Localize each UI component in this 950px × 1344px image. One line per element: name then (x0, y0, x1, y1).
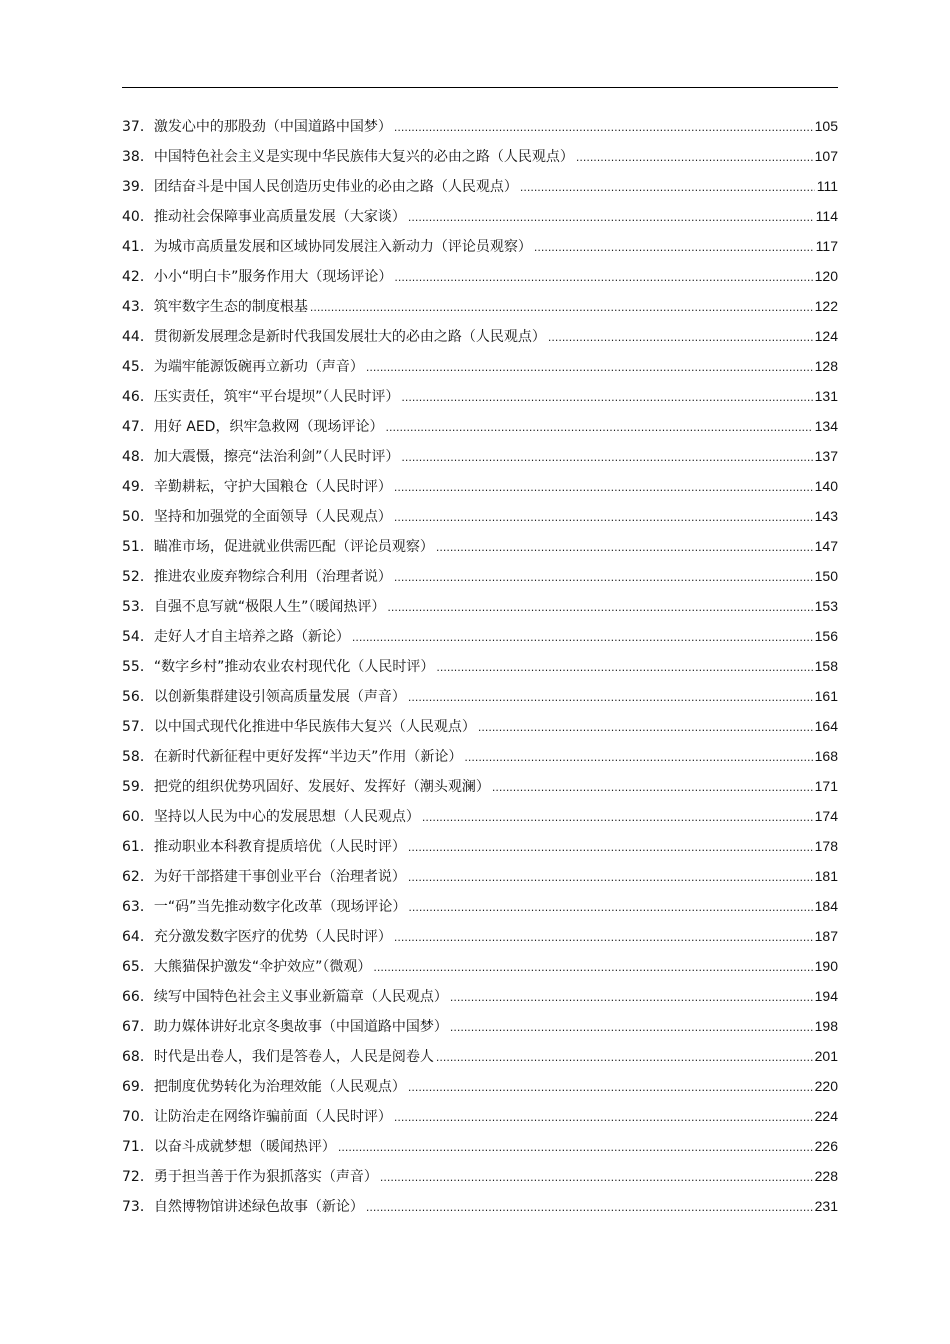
toc-dot-leader (387, 593, 812, 623)
toc-entry-page-number: 174 (814, 808, 838, 824)
toc-entry-title: 40．推动社会保障事业高质量发展（大家谈） (122, 209, 406, 225)
toc-entry[interactable] (122, 381, 838, 411)
toc-dot-leader (548, 323, 813, 353)
toc-entry-title: 66．续写中国特色社会主义事业新篇章（人民观点） (122, 989, 448, 1005)
toc-dot-leader (408, 863, 813, 893)
toc-dot-leader (394, 113, 813, 143)
toc-entry-title: 69．把制度优势转化为治理效能（人民观点） (122, 1079, 406, 1095)
toc-dot-leader (534, 233, 814, 263)
toc-entry-page-number: 143 (814, 508, 838, 524)
toc-dot-leader (394, 473, 813, 503)
toc-entry-title: 42．小小“明白卡”服务作用大（现场评论） (122, 269, 393, 285)
toc-entry-title: 59．把党的组织优势巩固好、发展好、发挥好（潮头观澜） (122, 779, 490, 795)
toc-entry[interactable] (122, 1011, 838, 1041)
toc-entry-title: 57．以中国式现代化推进中华民族伟大复兴（人民观点） (122, 719, 476, 735)
toc-entry-page-number: 224 (814, 1108, 838, 1124)
toc-entry[interactable] (122, 591, 838, 621)
toc-entry-page-number: 117 (815, 238, 838, 254)
toc-entry-title: 47．用好 AED，织牢急救网（现场评论） (122, 419, 384, 435)
toc-entry[interactable] (122, 891, 838, 921)
toc-entry-title: 61．推动职业本科教育提质培优（人民时评） (122, 839, 406, 855)
toc-dot-leader (450, 1013, 813, 1043)
toc-entry-page-number: 134 (814, 418, 838, 434)
toc-entry[interactable] (122, 1041, 838, 1071)
toc-entry-title: 37．激发心中的那股劲（中国道路中国梦） (122, 119, 392, 135)
toc-entry[interactable] (122, 171, 838, 201)
toc-entry-title: 41．为城市高质量发展和区域协同发展注入新动力（评论员观察） (122, 239, 532, 255)
toc-dot-leader (408, 203, 814, 233)
toc-entry[interactable] (122, 411, 838, 441)
toc-entry[interactable] (122, 141, 838, 171)
toc-entry-title: 67．助力媒体讲好北京冬奥故事（中国道路中国梦） (122, 1019, 448, 1035)
toc-dot-leader (352, 623, 813, 653)
toc-entry-page-number: 147 (814, 538, 838, 554)
toc-entry-page-number: 140 (814, 478, 838, 494)
toc-entry[interactable] (122, 621, 838, 651)
toc-entry-title: 60．坚持以人民为中心的发展思想（人民观点） (122, 809, 420, 825)
toc-dot-leader (436, 533, 813, 563)
toc-entry-title: 39．团结奋斗是中国人民创造历史伟业的必由之路（人民观点） (122, 179, 518, 195)
toc-entry[interactable] (122, 741, 838, 771)
toc-entry-page-number: 198 (814, 1018, 838, 1034)
toc-dot-leader (408, 1073, 813, 1103)
toc-entry[interactable] (122, 1071, 838, 1101)
toc-entry-title: 51．瞄准市场，促进就业供需匹配（评论员观察） (122, 539, 434, 555)
toc-entry-title: 70．让防治走在网络诈骗前面（人民时评） (122, 1109, 392, 1125)
toc-entry-title: 45．为端牢能源饭碗再立新功（声音） (122, 359, 364, 375)
toc-entry-title: 64．充分激发数字医疗的优势（人民时评） (122, 929, 392, 945)
toc-entry[interactable] (122, 321, 838, 351)
toc-entry-page-number: 128 (814, 358, 838, 374)
toc-entry-page-number: 194 (814, 988, 838, 1004)
toc-dot-leader (436, 653, 812, 683)
toc-entry-page-number: 228 (814, 1168, 838, 1184)
toc-entry-title: 65．大熊猫保护激发“伞护效应”（微观） (122, 959, 372, 975)
toc-entry-page-number: 190 (814, 958, 838, 974)
toc-entry[interactable] (122, 861, 838, 891)
toc-dot-leader (492, 773, 813, 803)
toc-dot-leader (310, 293, 813, 323)
header-rule (122, 87, 838, 88)
toc-dot-leader (450, 983, 813, 1013)
toc-entry-title: 49．辛勤耕耘，守护大国粮仓（人民时评） (122, 479, 392, 495)
toc-entry-page-number: 114 (815, 208, 838, 224)
toc-entry[interactable] (122, 651, 838, 681)
toc-entry-title: 46．压实责任，筑牢“平台堤坝”（人民时评） (122, 389, 400, 405)
toc-dot-leader (394, 923, 813, 953)
toc-entry-page-number: 111 (816, 178, 838, 194)
toc-entry-title: 62．为好干部搭建干事创业平台（治理者说） (122, 869, 406, 885)
toc-entry[interactable] (122, 111, 838, 141)
toc-entry[interactable] (122, 351, 838, 381)
toc-entry[interactable] (122, 981, 838, 1011)
toc-entry-page-number: 107 (814, 148, 838, 164)
toc-entry[interactable] (122, 771, 838, 801)
toc-dot-leader (385, 413, 812, 443)
toc-entry-title: 43．筑牢数字生态的制度根基 (122, 299, 308, 315)
toc-dot-leader (520, 173, 815, 203)
toc-dot-leader (464, 743, 812, 773)
toc-dot-leader (408, 833, 813, 863)
toc-entry[interactable] (122, 1161, 838, 1191)
toc-entry-title: 63．一“码”当先推动数字化改革（现场评论） (122, 899, 407, 915)
toc-dot-leader (436, 1043, 813, 1073)
toc-entry-title: 73．自然博物馆讲述绿色故事（新论） (122, 1199, 364, 1215)
toc-dot-leader (401, 443, 812, 473)
toc-entry[interactable] (122, 921, 838, 951)
toc-entry-page-number: 150 (814, 568, 838, 584)
toc-entry[interactable] (122, 501, 838, 531)
toc-entry-page-number: 226 (814, 1138, 838, 1154)
toc-dot-leader (408, 683, 813, 713)
toc-dot-leader (373, 953, 812, 983)
toc-entry-page-number: 120 (814, 268, 838, 284)
toc-dot-leader (394, 563, 813, 593)
toc-dot-leader (422, 803, 813, 833)
toc-dot-leader (576, 143, 813, 173)
toc-entry-title: 54．走好人才自主培养之路（新论） (122, 629, 350, 645)
toc-entry-title: 71．以奋斗成就梦想（暖闻热评） (122, 1139, 336, 1155)
toc-dot-leader (394, 1103, 813, 1133)
toc-entry-page-number: 201 (814, 1048, 838, 1064)
toc-entry-title: 72．勇于担当善于作为狠抓落实（声音） (122, 1169, 378, 1185)
toc-entry-page-number: 171 (814, 778, 838, 794)
toc-entry-title: 55．“数字乡村”推动农业农村现代化（人民时评） (122, 659, 435, 675)
toc-entry[interactable] (122, 261, 838, 291)
toc-dot-leader (366, 353, 813, 383)
toc-entry[interactable] (122, 561, 838, 591)
toc-entry-title: 56．以创新集群建设引领高质量发展（声音） (122, 689, 406, 705)
toc-entry-page-number: 164 (814, 718, 838, 734)
toc-entry-page-number: 124 (814, 328, 838, 344)
toc-entry-title: 52．推进农业废弃物综合利用（治理者说） (122, 569, 392, 585)
toc-entry-title: 48．加大震慑，擦亮“法治利剑”（人民时评） (122, 449, 400, 465)
toc-entry[interactable] (122, 831, 838, 861)
toc-dot-leader (338, 1133, 813, 1163)
toc-entry-page-number: 105 (814, 118, 838, 134)
toc-entry-page-number: 122 (814, 298, 838, 314)
toc-entry[interactable] (122, 291, 838, 321)
toc-entry[interactable] (122, 801, 838, 831)
toc-entry-page-number: 153 (814, 598, 838, 614)
toc-entry[interactable] (122, 1131, 838, 1161)
toc-entry-title: 38．中国特色社会主义是实现中华民族伟大复兴的必由之路（人民观点） (122, 149, 574, 165)
toc-entry[interactable] (122, 711, 838, 741)
toc-entry[interactable] (122, 951, 838, 981)
toc-entry-page-number: 161 (814, 688, 838, 704)
toc-entry-title: 50．坚持和加强党的全面领导（人民观点） (122, 509, 392, 525)
toc-dot-leader (380, 1163, 813, 1193)
toc-entry-page-number: 168 (814, 748, 838, 764)
toc-entry-page-number: 220 (814, 1078, 838, 1094)
toc-entry-title: 68．时代是出卷人，我们是答卷人，人民是阅卷人 (122, 1049, 434, 1065)
toc-entry-page-number: 178 (814, 838, 838, 854)
toc-entry[interactable] (122, 231, 838, 261)
toc-dot-leader (366, 1193, 813, 1223)
toc-dot-leader (478, 713, 813, 743)
toc-entry[interactable] (122, 1101, 838, 1131)
toc-entry-title: 44．贯彻新发展理念是新时代我国发展壮大的必由之路（人民观点） (122, 329, 546, 345)
toc-dot-leader (394, 263, 812, 293)
toc-entry-page-number: 156 (814, 628, 838, 644)
toc-dot-leader (408, 893, 812, 923)
toc-entry-page-number: 231 (814, 1198, 838, 1214)
toc-entry[interactable] (122, 681, 838, 711)
toc-entry-page-number: 184 (814, 898, 838, 914)
toc-entry[interactable] (122, 201, 838, 231)
toc-entry[interactable] (122, 1191, 838, 1221)
toc-entry[interactable] (122, 471, 838, 501)
toc-entry-title: 53．自强不息写就“极限人生”（暖闻热评） (122, 599, 386, 615)
toc-entry-page-number: 187 (814, 928, 838, 944)
toc-entry-page-number: 131 (814, 388, 838, 404)
table-of-contents (122, 111, 838, 1221)
toc-entry-title: 58．在新时代新征程中更好发挥“半边天”作用（新论） (122, 749, 463, 765)
toc-entry-page-number: 181 (814, 868, 838, 884)
toc-dot-leader (394, 503, 813, 533)
toc-entry-page-number: 137 (814, 448, 838, 464)
toc-entry[interactable] (122, 441, 838, 471)
toc-dot-leader (401, 383, 812, 413)
toc-entry[interactable] (122, 531, 838, 561)
toc-entry-page-number: 158 (814, 658, 838, 674)
